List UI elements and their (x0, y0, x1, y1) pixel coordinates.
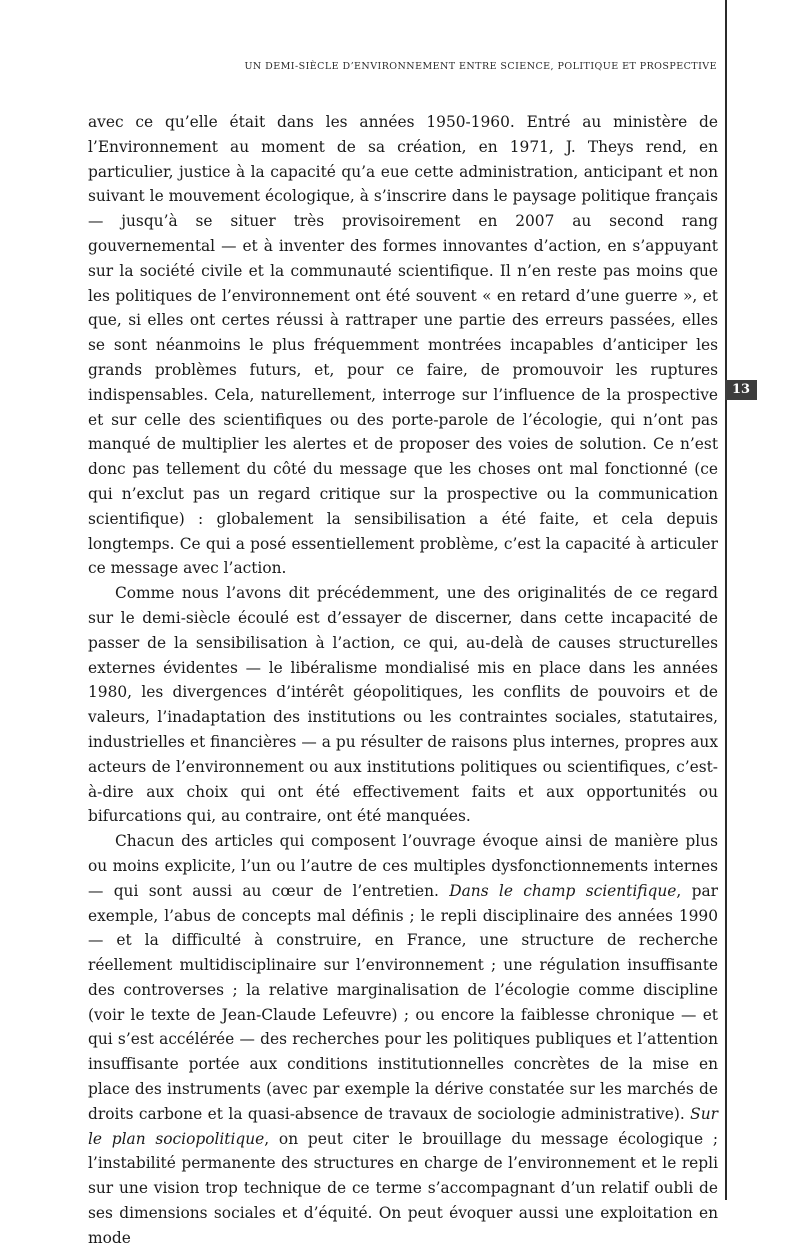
italic-emphasis: Dans le champ scientifique (449, 881, 677, 900)
body-text (88, 110, 718, 1251)
italic-emphasis: Sur le plan sociopolitique (88, 1104, 718, 1148)
paragraph (88, 829, 718, 1251)
page-number-tab: 13 (725, 380, 757, 400)
page-edge-rule-lower (725, 399, 727, 1200)
text-run: , on peut citer le brouillage du message écologique ; l’instabilité permanente des structures en charge de l’environnement et le repli sur une vision trop technique de ce terme s’accompagnant d’un relatif oubli de ses dimensions sociales et d’équité. On peut évoquer aussi une exploitation en mode (88, 1129, 719, 1247)
text-run: Comme nous l’avons dit précédemment, une des originalités de ce regard sur le demi-siècle écoulé est d’essayer de discerner, dans cette incapacité de passer de la sensibilisation à l’action, ce qui, au-delà de causes structurelles externes évidentes — le libéralisme mondialisé mis en place dans les années 1980, les divergences d’intérêt géopolitiques, les conflits de pouvoirs et de valeurs, l’inadaptation des institutions ou les contraintes sociales, statutaires, industrielles et financières — a pu résulter de raisons plus internes, propres aux acteurs de l’environnement ou aux institutions politiques ou scientifiques, c’est-à-dire aux choix qui ont été effectivement faits et aux opportunités ou bifurcations qui, au contraire, ont été manquées. (88, 584, 718, 826)
page-edge-rule (725, 0, 727, 383)
paragraph (88, 110, 718, 581)
running-header: UN DEMI-SIÈCLE D’ENVIRONNEMENT ENTRE SCIENCE, POLITIQUE ET PROSPECTIVE (244, 61, 717, 72)
paragraph (88, 581, 718, 829)
text-run: avec ce qu’elle était dans les années 1950-1960. Entré au ministère de l’Environnement au moment de sa création, en 1971, J. Theys rend, en particulier, justice à la capacité qu’a eue cette administration, anticipant et non suivant le mouvement écologique, à s’inscrire dans le paysage politique français — jusqu’à se situer très provisoirement en 2007 au second rang gouvernemental — et à inventer des formes innovantes d’action, en s’appuyant sur la société civile et la communauté scientifique. Il n’en reste pas moins que les politiques de l’environnement ont été souvent « en retard d’une guerre », et que, si elles ont certes réussi à rattraper une partie des erreurs passées, elles se sont néanmoins le plus fréquemment montrées incapables d’anticiper les grands problèmes futurs, et, pour ce faire, de promouvoir les ruptures indispensables. Cela, naturellement, interroge sur l’influence de la prospective et sur celle des scientifiques ou des porte-parole de l’écologie, qui n’ont pas manqué de multiplier les alertes et de proposer des voies de solution. Ce n’est donc pas tellement du côté du message que les choses ont mal fonctionné (ce qui n’exclut pas un regard critique sur la prospective ou la communication scientifique) : globalement la sensibilisation a été faite, et cela depuis longtemps. Ce qui a posé essentiellement problème, c’est la capacité à articuler ce message avec l’action. (88, 113, 718, 578)
text-run: , par exemple, l’abus de concepts mal définis ; le repli disciplinaire des années 1990 — et la difficulté à construire, en France, une structure de recherche réellement multidisciplinaire sur l’environnement ; une régulation insuffisante des controverses ; la relative marginalisation de l’écologie comme discipline (voir le texte de Jean-Claude Lefeuvre) ; ou encore la faiblesse chronique — et qui s’est accélérée — des recherches pour les politiques publiques et l’attention insuffisante portée aux conditions institutionnelles concrètes de la mise en place des instruments (avec par exemple la dérive constatée sur les marchés de droits carbone et la quasi-absence de travaux de sociologie administrative). (88, 881, 718, 1123)
text-run: Chacun des articles qui composent l’ouvrage évoque ainsi de manière plus ou moins explicite, l’un ou l’autre de ces multiples dysfonctionnements internes — qui sont aussi au cœur de l’entretien. (88, 832, 718, 900)
